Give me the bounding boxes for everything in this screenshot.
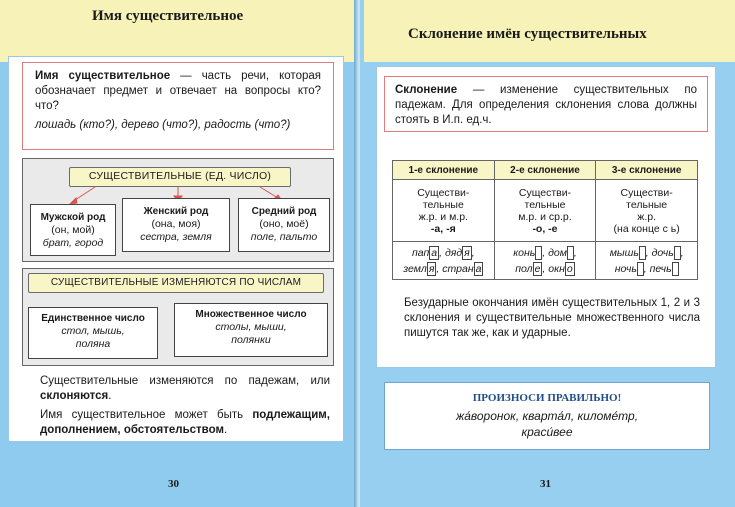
neuter-examples: поле, пальто	[250, 231, 318, 243]
first-declension-examples: пап а , дяд я , земл я , стран а	[393, 242, 495, 280]
second-declension-examples: конь , дом , пол е , окн о	[494, 242, 596, 280]
masculine-title: Мужской род	[40, 212, 106, 223]
header-third-declension: 3-е склонение	[596, 161, 698, 180]
feminine-title: Женский род	[143, 206, 209, 217]
declension-term: Склонение	[395, 84, 458, 96]
pronounce-line-1: жа́воронок, кварта́л, киломе́тр,	[455, 409, 639, 423]
definition-term: Имя существительное	[35, 70, 171, 82]
third-declension-examples: мышь , дочь , ночь , печь	[596, 242, 698, 280]
first-declension-desc: Существи- тельные ж.р. и м.р. -а, -я	[393, 180, 495, 242]
definition-text: — часть речи, которая обозначает предмет и отвечает на вопросы кто? что?	[35, 70, 321, 112]
plural-box	[174, 303, 328, 357]
plural-title: Множественное число	[195, 309, 307, 320]
nouns-number-label: СУЩЕСТВИТЕЛЬНЫЕ ИЗМЕНЯЮТСЯ ПО ЧИСЛАМ	[28, 273, 324, 293]
syntactic-role-note: Имя существительное может быть подлежащим, дополнением, обстоятельством.	[40, 409, 330, 436]
masculine-examples: брат, город	[42, 237, 104, 249]
right-page-title: Склонение имён существительных	[408, 26, 647, 42]
declension-definition-text: — изменение существительных по падежам. Для определения склонения слова должны стоять в И.п. ед.ч.	[395, 84, 697, 126]
feminine-pronouns: (она, моя)	[151, 218, 201, 230]
masculine-pronouns: (он, мой)	[51, 224, 95, 236]
neuter-gender-box	[238, 198, 330, 252]
page-number-right: 31	[540, 478, 551, 490]
definition-examples: лошадь (кто?), дерево (что?), радость (что?)	[35, 119, 291, 131]
feminine-gender-box	[122, 198, 230, 252]
neuter-title: Средний род	[251, 206, 317, 217]
singular-box	[28, 307, 158, 359]
left-page-title: Имя существительное	[92, 8, 244, 24]
declension-table	[392, 160, 698, 280]
plural-examples-2: полянки	[231, 334, 271, 346]
header-first-declension: 1-е склонение	[393, 161, 495, 180]
feminine-examples: сестра, земля	[140, 231, 212, 243]
pronounce-correctly-box	[384, 382, 710, 450]
page-number-left: 30	[168, 478, 179, 490]
nouns-singular-label: СУЩЕСТВИТЕЛЬНЫЕ (ЕД. ЧИСЛО)	[69, 167, 291, 187]
third-declension-desc: Существи- тельные ж.р. (на конце с ь)	[596, 180, 698, 242]
pronounce-title: ПРОИЗНОСИ ПРАВИЛЬНО!	[472, 392, 622, 404]
declension-definition-box	[384, 76, 708, 132]
pronounce-line-2: краси́вее	[521, 425, 573, 439]
neuter-pronouns: (оно, моё)	[259, 218, 309, 230]
masculine-gender-box	[30, 204, 116, 256]
singular-examples-2: поляна	[75, 338, 111, 350]
singular-title: Единственное число	[41, 313, 145, 324]
left-page	[0, 0, 360, 507]
header-second-declension: 2-е склонение	[494, 161, 596, 180]
right-header	[364, 0, 735, 62]
second-declension-desc: Существи- тельные м.р. и ср.р. -о, -е	[494, 180, 596, 242]
singular-examples-1: стол, мышь,	[61, 325, 125, 337]
right-page	[360, 0, 735, 507]
declension-note: Существительные изменяются по падежам, или склоняются.	[40, 375, 330, 402]
unstressed-endings-note: Безударные окончания имён существительных 1, 2 и 3 склонения и существительные множественного числа пишутся так же, как и ударные.	[404, 297, 700, 339]
plural-examples-1: столы, мыши,	[215, 321, 287, 333]
